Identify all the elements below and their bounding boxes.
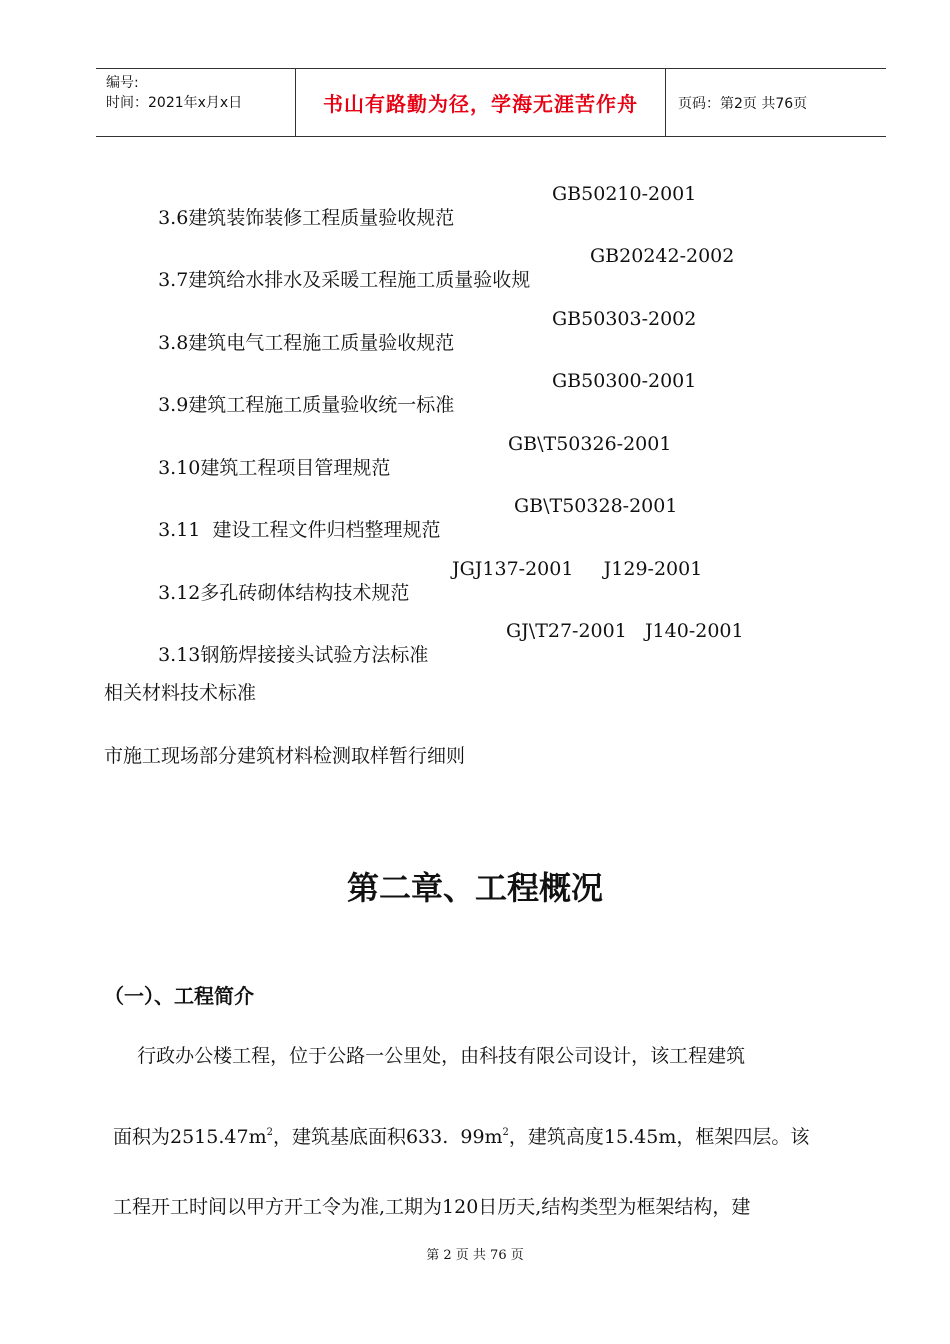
page-info-text: 页码：第2页 共76页 [678,95,808,112]
doc-id-label: 编号: [106,75,139,91]
city-rules-line: 市施工现场部分建筑材料检测取样暂行细则 [104,745,466,767]
standard-code: GB20242-2002 [590,245,735,267]
motto-text: 书山有路勤为径，学海无涯苦作舟 [323,92,638,116]
standard-title: 3.10建筑工程项目管理规范 [158,457,391,479]
standard-item [146,494,678,566]
section-title: （一）、工程简介 [104,984,254,1008]
standard-code: GB50210-2001 [552,183,697,205]
paragraph-text: ，建筑高度15.45m，框架四层。该 [508,1126,810,1148]
standard-item [146,244,735,316]
standard-code: GJ\T27-2001 J140-2001 [506,620,744,642]
standard-code: GB50303-2002 [552,308,697,330]
standard-title: 3.13钢筋焊接接头试验方法标准 [158,644,429,666]
related-materials-heading: 相关材料技术标准 [104,682,257,704]
standard-title: 3.11 建设工程文件归档整理规范 [158,519,441,541]
superscript: 2 [266,1127,273,1138]
standard-code: GB\T50328-2001 [514,495,678,517]
paragraph-text: ，建筑基底面积633. 99m [272,1126,503,1148]
standard-code: GB50300-2001 [552,370,697,392]
doc-time-label: 时间：2021年x月x日 [106,95,243,111]
standard-code: GB\T50326-2001 [508,433,672,455]
paragraph-line [113,1120,809,1150]
standard-title: 3.6建筑装饰装修工程质量验收规范 [158,207,455,229]
paragraph-line: 工程开工时间以甲方开工令为准,工期为120日历天,结构类型为框架结构，建 [113,1196,751,1218]
chapter-title: 第二章、工程概况 [346,869,603,907]
standard-title: 3.7建筑给水排水及采暖工程施工质量验收规 [158,269,531,291]
header-motto [296,69,666,136]
standard-title: 3.12多孔砖砌体结构技术规范 [158,582,410,604]
paragraph-text: 面积为2515.47m [113,1126,267,1148]
page-footer: 第 2 页 共 76 页 [426,1248,524,1263]
standard-code: JGJ137-2001 J129-2001 [452,558,703,580]
header-meta [96,69,296,136]
header-page-info [666,69,886,136]
superscript: 2 [502,1127,509,1138]
paragraph-line: 行政办公楼工程，位于公路一公里处，由科技有限公司设计，该工程建筑 [113,1045,746,1067]
standard-title: 3.9建筑工程施工质量验收统一标准 [158,394,455,416]
page-header [96,68,886,137]
standard-item [146,369,697,441]
standard-title: 3.8建筑电气工程施工质量验收规范 [158,332,455,354]
